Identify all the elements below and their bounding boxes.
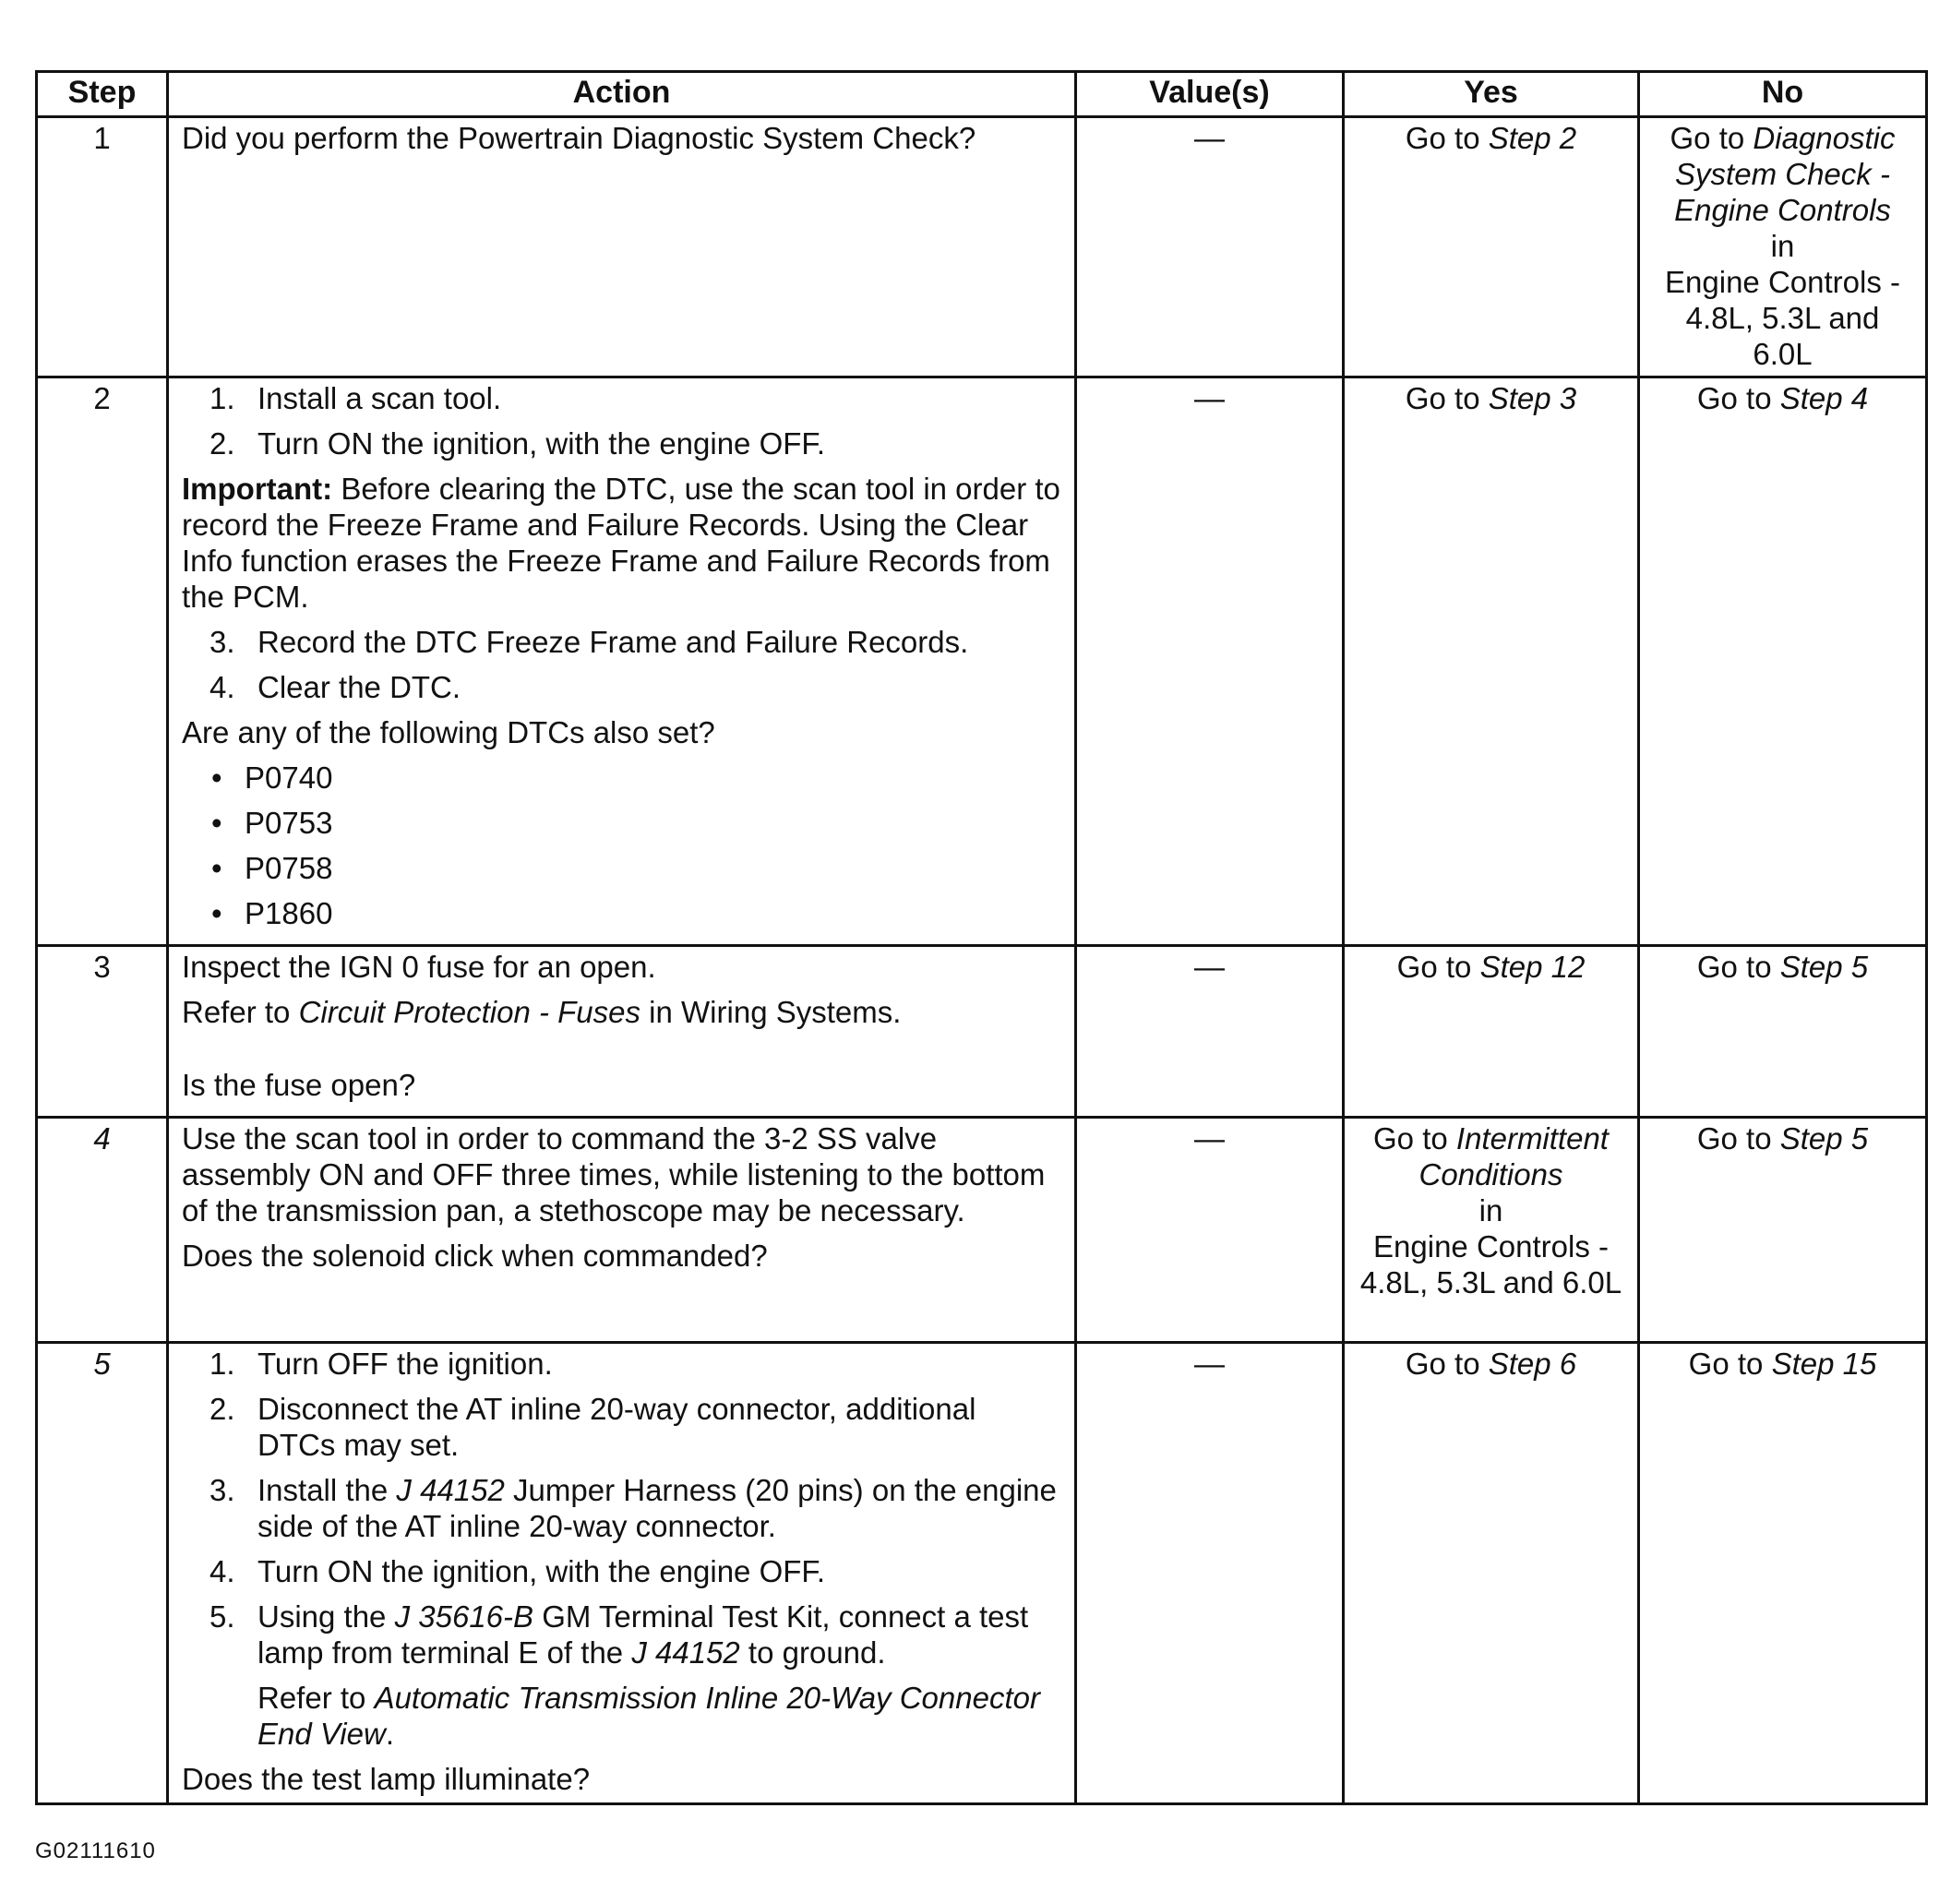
reference-link[interactable]: Automatic Transmission Inline 20-Way Connector End View	[257, 1681, 1040, 1751]
dtc-item: • P1860	[182, 895, 1061, 931]
action-step: 5. Using the J 35616-B GM Terminal Test Kit, connect a test lamp from terminal E of the J 44152 to ground.	[209, 1599, 1029, 1670]
action-steps	[182, 624, 1061, 705]
action-question: Does the solenoid click when commanded?	[182, 1239, 768, 1273]
action-cell	[168, 377, 1076, 946]
dtc-item: • P0753	[182, 805, 1061, 841]
no-cell: Go to Step 4	[1639, 377, 1927, 946]
tool-ref: J 35616-B	[394, 1599, 534, 1634]
header-step: Step	[37, 72, 168, 117]
dtc-item: • P0740	[182, 760, 1061, 796]
no-cell: Go to Step 15	[1639, 1343, 1927, 1804]
no-cell: Go to Step 5	[1639, 1118, 1927, 1343]
yes-link[interactable]: Step 2	[1488, 121, 1577, 155]
action-question: Does the test lamp illuminate?	[182, 1762, 591, 1796]
dtc-list	[182, 760, 1061, 931]
step-number: 4	[37, 1118, 168, 1343]
action-steps	[182, 380, 1061, 461]
action-steps	[182, 1346, 1061, 1752]
action-step: 3. Record the DTC Freeze Frame and Failure Records.	[209, 625, 969, 659]
yes-section: Engine Controls - 4.8L, 5.3L and 6.0L	[1359, 1229, 1622, 1299]
header-no: No	[1639, 72, 1927, 117]
value-cell: —	[1076, 377, 1344, 946]
action-step: 4. Clear the DTC.	[209, 670, 461, 704]
action-step: 4. Turn ON the ignition, with the engine OFF.	[209, 1554, 826, 1588]
no-in: in	[1770, 229, 1795, 263]
tool-ref: J 44152	[631, 1635, 740, 1670]
yes-link[interactable]: Step 12	[1479, 950, 1586, 984]
header-values: Value(s)	[1076, 72, 1344, 117]
important-label: Important:	[182, 472, 333, 506]
action-line: Use the scan tool in order to command the 3-2 SS valve assembly ON and OFF three times, while listening to the bottom of the transmission pan, a stethoscope may be necessary.	[182, 1121, 1046, 1227]
yes-prefix: Go to	[1405, 121, 1489, 155]
action-line: Inspect the IGN 0 fuse for an open.	[182, 950, 656, 984]
action-step: 2. Turn ON the ignition, with the engine OFF.	[209, 426, 826, 461]
action-question: Are any of the following DTCs also set?	[182, 715, 715, 749]
reference-link[interactable]: Circuit Protection - Fuses	[298, 995, 641, 1029]
action-cell	[168, 117, 1076, 377]
no-cell	[1639, 117, 1927, 377]
header-action: Action	[168, 72, 1076, 117]
yes-link[interactable]: Step 3	[1488, 381, 1577, 415]
action-reference: Refer to Circuit Protection - Fuses in Wiring Systems.	[182, 995, 902, 1029]
important-text: Before clearing the DTC, use the scan tool in order to record the Freeze Frame and Failure Records. Using the Clear Info function erases the Freeze Frame and Failure Records from the PCM.	[182, 472, 1060, 614]
yes-cell: Go to Step 6	[1344, 1343, 1639, 1804]
yes-cell: Go to Intermittent Conditions in Engine Controls - 4.8L, 5.3L and 6.0L	[1344, 1118, 1639, 1343]
step-number: 1	[37, 117, 168, 377]
no-link[interactable]: Step 5	[1779, 1121, 1869, 1156]
action-reference: Refer to Automatic Transmission Inline 20-Way Connector End View.	[257, 1681, 1040, 1751]
tool-ref: J 44152	[396, 1473, 505, 1507]
header-row	[37, 72, 1927, 117]
no-prefix: Go to	[1670, 121, 1754, 155]
table-row-step-1	[37, 117, 1927, 377]
yes-link[interactable]: Step 6	[1488, 1347, 1577, 1381]
no-link[interactable]: Step 5	[1779, 950, 1869, 984]
no-link[interactable]: Diagnostic System Check - Engine Controls	[1674, 121, 1896, 227]
value-cell: —	[1076, 117, 1344, 377]
no-cell: Go to Step 5	[1639, 946, 1927, 1118]
table-row-step-2	[37, 377, 1927, 946]
action-step: 2. Disconnect the AT inline 20-way connector, additional DTCs may set.	[209, 1392, 976, 1462]
value-cell: —	[1076, 1343, 1344, 1804]
action-step: 3. Install the J 44152 Jumper Harness (20 pins) on the engine side of the AT inline 20-way connector.	[209, 1473, 1057, 1543]
value-cell: —	[1076, 946, 1344, 1118]
action-cell	[168, 1118, 1076, 1343]
figure-code: G02111610	[35, 1838, 156, 1863]
no-section: Engine Controls - 4.8L, 5.3L and 6.0L	[1665, 265, 1900, 371]
yes-cell	[1344, 117, 1639, 377]
yes-cell: Go to Step 12	[1344, 946, 1639, 1118]
action-cell	[168, 1343, 1076, 1804]
table-row-step-3	[37, 946, 1927, 1118]
table-row-step-5	[37, 1343, 1927, 1804]
yes-in: in	[1478, 1193, 1503, 1227]
header-yes: Yes	[1344, 72, 1639, 117]
no-link[interactable]: Step 4	[1779, 381, 1869, 415]
action-step: 1. Install a scan tool.	[209, 381, 502, 415]
dtc-item: • P0758	[182, 850, 1061, 886]
no-link[interactable]: Step 15	[1771, 1347, 1877, 1381]
step-number: 2	[37, 377, 168, 946]
table-row-step-4	[37, 1118, 1927, 1343]
step-number: 3	[37, 946, 168, 1118]
action-question: Is the fuse open?	[182, 1068, 416, 1102]
yes-link[interactable]: Intermittent Conditions	[1418, 1121, 1609, 1191]
value-cell: —	[1076, 1118, 1344, 1343]
important-note	[182, 471, 1061, 615]
diagnostic-table	[35, 70, 1928, 1805]
action-cell	[168, 946, 1076, 1118]
step-number: 5	[37, 1343, 168, 1804]
yes-cell: Go to Step 3	[1344, 377, 1639, 946]
action-question: Did you perform the Powertrain Diagnostic System Check?	[182, 121, 976, 155]
action-step: 1. Turn OFF the ignition.	[209, 1347, 553, 1381]
